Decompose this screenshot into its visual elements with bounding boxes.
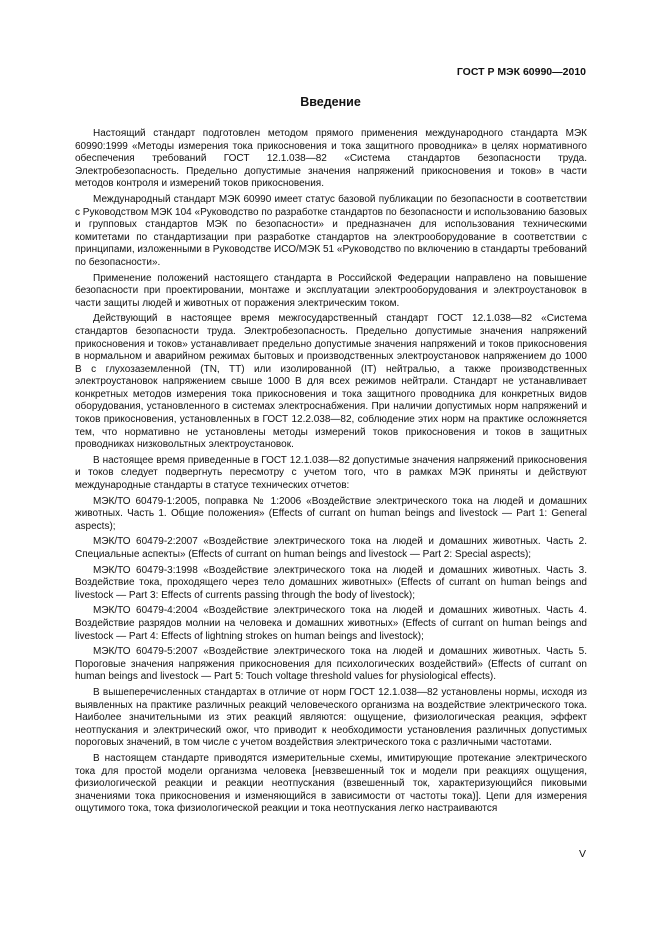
paragraph: Применение положений настоящего стандарта в Российской Федерации направлено на повышение безопасности при проектировании, монтаже и эксплуатации электрооборудования и электроустановок в части защиты людей и животных от поражения электрическим током. (75, 272, 587, 309)
paragraph: В настоящее время приведенные в ГОСТ 12.1.038—82 допустимые значения напряжений прикосновения и токов следует подвергнуть пересмотру с учетом того, что в рамках МЭК приняты и действуют международные стандарты в статусе технических отчетов: (75, 454, 587, 492)
page-number: V (578, 848, 586, 860)
paragraph: Действующий в настоящее время межгосударственный стандарт ГОСТ 12.1.038—82 «Система стандартов безопасности труда. Электробезопасность. Предельно допустимые значения напряжений прикосновения и токов» устанавливает предельно допустимые значения напряжений и токов прикосновения в нормальном и аварийном режимах бытовых и производственных электроустановок напряжением до 1000 В с глухозаземленной (TN, TT) или изолированной (IT) нейтралью, а также производственных электроустановок напряжением свыше 1000 В для всех режимов нейтрали. Стандарт не устанавливает конкретных методов измерения тока прикосновения и тока защитного проводника для конкретных видов оборудования, установленного в системах электроснабжения. При наличии допустимых норм напряжений и токов прикосновения, установленных в ГОСТ 12.2.038—82, соблюдение этих норм на практике осложняется тем, что нормативно не установлены методы измерений токов прикосновения и токов в защитных проводниках низковольтных электроустановок. (75, 313, 587, 451)
section-title: Введение (300, 95, 361, 109)
paragraph: МЭК/ТО 60479-4:2004 «Воздействие электрического тока на людей и домашних животных. Часть 4. Воздействие разрядов молнии на человека и домашних животных» (Effects of currant on human beings and livestock — Part 4: Effects of lightning strokes on human beings and livestock); (75, 605, 587, 642)
paragraph: МЭК/ТО 60479-2:2007 «Воздействие электрического тока на людей и домашних животных. Часть 2. Специальные аспекты» (Effects of currant on human beings and livestock — Part 2: Special aspects); (75, 536, 587, 560)
document-body (75, 128, 587, 819)
paragraph: МЭК/ТО 60479-5:2007 «Воздействие электрического тока на людей и домашних животных. Часть 5. Пороговые значения напряжения прикосновения для психологических воздействий» (Effects of currant on human beings and livestock — Part 5: Touch voltage threshold values for physiological effects). (75, 646, 587, 683)
paragraph: В вышеперечисленных стандартах в отличие от норм ГОСТ 12.1.038—82 установлены нормы, исходя из выявленных на практике различных реакций человеческого организма на воздействие электрического тока. Наиболее значительными из этих реакций являются: ощущение, физиологическая реакция, эффект неотпускания и электрический ожог, что приводит к необходимости установления различных допустимых пороговых значений, в том числе с учетом воздействия электрического тока с различными частотами. (75, 686, 587, 749)
paragraph: Международный стандарт МЭК 60990 имеет статус базовой публикации по безопасности в соответствии с Руководством МЭК 104 «Руководство по разработке стандартов по безопасности и использованию базовых и групповых стандартов МЭК по безопасности» и предназначен для использования техническими комитетами по стандартизации при разработке стандартов на электрооборудование в соответствии с принципами, изложенными в Руководстве ИСО/МЭК 51 «Руководство по включению в стандарты требований по безопасности». (75, 193, 587, 268)
paragraph: В настоящем стандарте приводятся измерительные схемы, имитирующие протекание электрического тока для простой модели организма человека [невзвешенный ток и модели при реакциях ощущения, физиологической реакции и реакции неотпускания (взвешенный ток, характеризующийся пиковыми значениями тока прикосновения и изменяющийся в зависимости от частоты тока)]. Цепи для измерения ощутимого тока, тока физиологической реакции и тока неотпускания легко настраиваются (75, 752, 587, 815)
paragraph: МЭК/ТО 60479-1:2005, поправка № 1:2006 «Воздействие электрического тока на людей и домашних животных. Часть 1. Общие положения» (Effects of currant on human beings and livestock — Part 1: General aspects); (75, 495, 587, 532)
document-code-header: ГОСТ Р МЭК 60990—2010 (456, 66, 586, 78)
paragraph: МЭК/ТО 60479-3:1998 «Воздействие электрического тока на людей и домашних животных. Часть 3. Воздействие тока, проходящего через тело домашних животных» (Effects of currant on human beings and livestock — Part 3: Effects of currents passing through the body of livestock); (75, 564, 587, 601)
paragraph: Настоящий стандарт подготовлен методом прямого применения международного стандарта МЭК 60990:1999 «Методы измерения тока прикосновения и тока защитного проводника» в целях нормативного обеспечения требований ГОСТ 12.1.038—82 «Система стандартов безопасности труда. Электробезопасность. Предельно допустимые значения напряжений прикосновения и токов» в части методов контроля и измерений токов прикосновения. (75, 128, 587, 190)
